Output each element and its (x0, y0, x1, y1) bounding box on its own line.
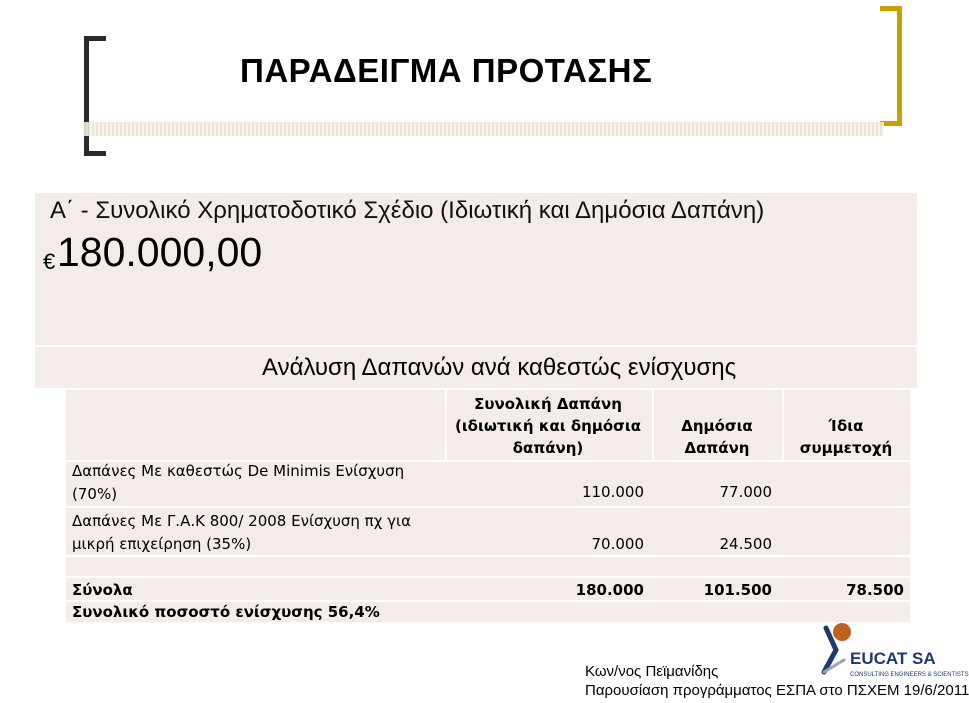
right-bracket-decoration (880, 6, 902, 126)
table-divider (66, 506, 910, 508)
analysis-heading: Ανάλυση Δαπανών ανά καθεστώς ενίσχυσης (262, 354, 737, 381)
row-label-line1: Δαπάνες Με καθεστώς De Minimis Ενίσχυση (72, 462, 405, 480)
company-logo (814, 620, 969, 680)
plan-heading: Α΄ - Συνολικό Χρηματοδοτικό Σχέδιο (Ιδιωτική και Δημόσια Δαπάνη) (50, 197, 765, 224)
column-header-public-line2: Δαπάνη (684, 439, 750, 457)
slide-title: ΠΑΡΑΔΕΙΓΜΑ ΠΡΟΤΑΣΗΣ (240, 52, 653, 89)
logo-name: EUCAT SA (850, 649, 936, 668)
table-col-divider (445, 390, 447, 460)
euro-symbol: € (43, 249, 56, 274)
row-label-line1: Δαπάνες Με Γ.Α.Κ 800/ 2008 Ενίσχυση πχ για (72, 512, 411, 530)
column-header-public (654, 415, 780, 459)
totals-label: Σύνολα (72, 581, 133, 599)
table-row-label (72, 510, 442, 556)
column-header-total-line1: Συνολική Δαπάνη (474, 395, 622, 413)
column-header-public-line1: Δημόσια (681, 417, 753, 435)
column-header-total-line2: (ιδιωτική και δημόσια (454, 417, 642, 435)
row-label-line2: (70%) (72, 485, 118, 503)
totals-own-value: 78.500 (846, 581, 904, 599)
column-header-own-line2: συμμετοχή (799, 439, 893, 457)
footer-author: Κων/νος Πεϊμανίδης (585, 663, 719, 680)
column-header-own-line1: Ίδια (828, 417, 864, 435)
footer-event: Παρουσίαση προγράμματος ΕΣΠΑ στο ΠΣΧΕΜ 19/6/2011 (585, 682, 969, 699)
column-header-total (448, 393, 648, 459)
totals-total-value: 180.000 (575, 581, 644, 599)
row-total-value: 70.000 (591, 535, 644, 553)
row-label-line2: μικρή επιχείρηση (35%) (72, 535, 252, 553)
row-public-value: 77.000 (719, 483, 772, 501)
column-header-own (784, 415, 908, 459)
table-divider (66, 576, 910, 578)
logo-mark-icon (814, 620, 969, 680)
row-total-value: 110.000 (581, 483, 644, 501)
decorative-band (84, 122, 884, 136)
logo-tagline: CONSULTING ENGINEERS & SCIENTISTS (850, 672, 969, 678)
totals-public-value: 101.500 (703, 581, 772, 599)
row-public-value: 24.500 (719, 535, 772, 553)
table-row-label (72, 460, 442, 506)
plan-amount: 180.000,00 (57, 229, 263, 275)
column-header-total-line3: δαπάνη) (512, 439, 584, 457)
support-percentage: Συνολικό ποσοστό ενίσχυσης 56,4% (72, 603, 380, 621)
panel-separator (35, 345, 917, 347)
left-bracket-decoration (84, 36, 106, 156)
